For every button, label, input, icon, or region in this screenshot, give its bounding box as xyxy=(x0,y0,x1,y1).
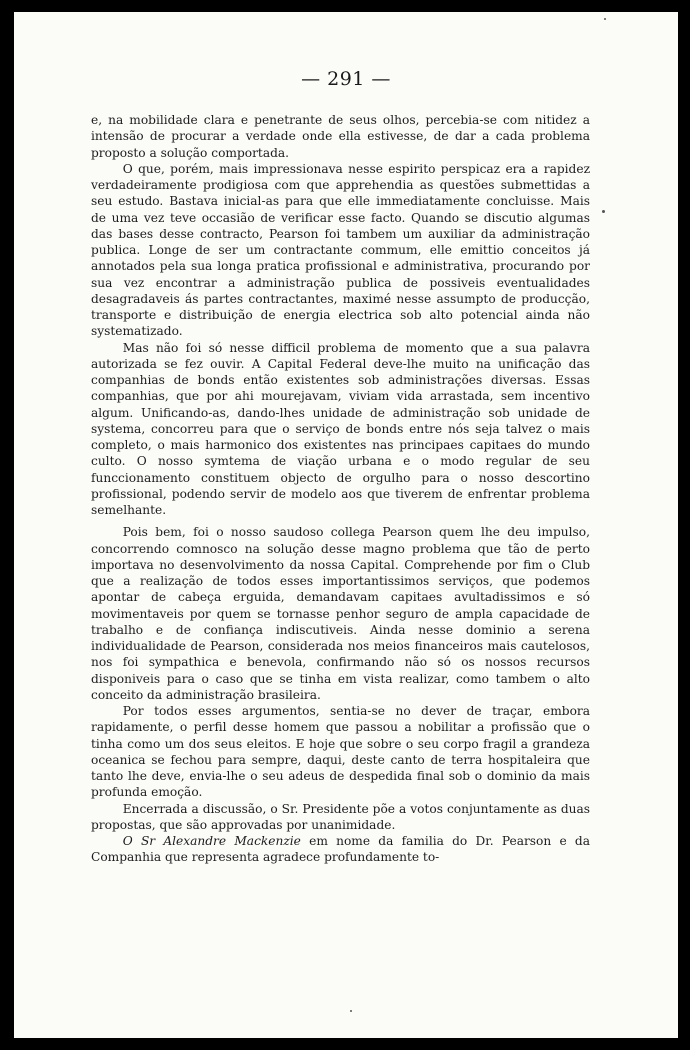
paragraph-7-text: em nome da familia do Dr. Pearson e da Companhia que representa agradece profundamente to- xyxy=(91,834,590,865)
paper-speck xyxy=(350,1010,352,1012)
paragraph-6: Encerrada a discussão, o Sr. Presidente põe a votos conjuntamente as duas propostas, que são approvadas por unanimidade. xyxy=(91,801,590,832)
paragraph-1: e, na mobilidade clara e penetrante de seus olhos, percebia-se com nitidez a intensão de procurar a verdade onde ella estivesse, de dar a cada problema proposto a solução comportada. xyxy=(91,113,590,160)
page-number: — 291 — xyxy=(301,68,391,90)
paragraph-2: O que, porém, mais impressionava nesse espirito perspicaz era a rapidez verdadeiramente prodigiosa com que apprehendia as questões submettidas a seu estudo. Bastava inicial-as para que elle immediatamente concluisse. Mais de uma vez teve occasião de verificar esse facto. Quando se discutio algumas das bases desse contracto, Pearson foi tambem um auxiliar da administração publica. Longe de ser um contractante commum, elle emittio conceitos já annotados pela sua longa pratica profissional e administrativa, procurando por sua vez encontrar a administração publica de possiveis eventualidades desagradaveis ás partes contractantes, maximé nesse assumpto de producção, transporte e distribuição de energia electrica sob alto potencial ainda não systematizado. xyxy=(91,161,590,339)
body-text xyxy=(91,112,590,866)
paragraph-5: Por todos esses argumentos, sentia-se no dever de traçar, embora rapidamente, o perfil desse homem que passou a nobilitar a profissão que o tinha como um dos seus eleitos. E hoje que sobre o seu corpo fragil a grandeza oceanica se fechou para sempre, daqui, deste canto de terra hospitaleira que tanto lhe deve, envia-lhe o seu adeus de despedida final sob o dominio da mais profunda emoção. xyxy=(91,704,590,800)
paragraph-3: Mas não foi só nesse difficil problema de momento que a sua palavra autorizada se fez ouvir. A Capital Federal deve-lhe muito na unificação das companhias de bonds então existentes sob administrações diversas. Essas companhias, que por ahi mourejavam, viviam vida arrastada, sem incentivo algum. Unificando-as, dando-lhes unidade de administração sob unidade de systema, concorreu para que o serviço de bonds entre nós seja talvez o mais completo, o mais harmonico dos existentes nas principaes capitaes do mundo culto. O nosso symtema de viação urbana e o modo regular de seu funccionamento constituem objecto de orgulho para o nosso descortino profissional, podendo servir de modelo aos que tiverem de enfrentar problema semelhante. xyxy=(91,340,590,517)
paragraph-7 xyxy=(91,833,590,866)
paper-speck xyxy=(602,210,605,213)
paragraph-4: Pois bem, foi o nosso saudoso collega Pearson quem lhe deu impulso, concorrendo comnosco na solução desse magno problema que tão de perto importava no desenvolvimento da nossa Capital. Comprehende por fim o Club que a realização de todos esses importantissimos serviços, que podemos apontar de cabeça erguida, demandavam capitaes avultadissimos e só movimentaveis por quem se tornasse penhor seguro de ampla capacidade de trabalho e de confiança indiscutiveis. Ainda nesse dominio a serena individualidade de Pearson, considerada nos meios financeiros mais cautelosos, nos foi sympathica e benevola, confirmando não só os nossos recursos disponiveis para o caso que se tinha em vista realizar, como tambem o alto conceito da administração brasileira. xyxy=(91,525,590,702)
document-page xyxy=(14,12,678,1038)
speaker-name: O Sr Alexandre Mackenzie xyxy=(122,834,301,848)
paper-speck xyxy=(604,18,606,20)
